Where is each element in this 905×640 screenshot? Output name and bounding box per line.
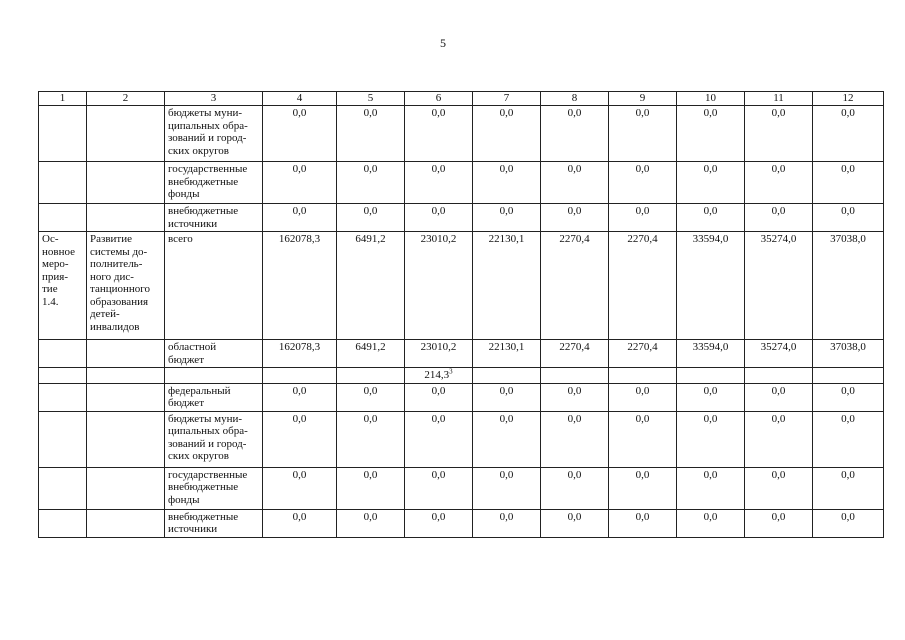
value-cell: [405, 411, 473, 467]
value-text: 0,0: [292, 412, 307, 425]
value-cell: [405, 368, 473, 384]
column-header: 7: [473, 92, 541, 106]
value-cell: [263, 106, 337, 162]
value-text: 37038,0: [830, 233, 866, 245]
value-text: 0,0: [567, 468, 582, 481]
value-text: 0,0: [499, 205, 514, 217]
value-cell: [541, 162, 609, 204]
value-cell: [263, 204, 337, 232]
funding-source-cell: внебюджетные источники: [165, 204, 263, 232]
value-cell: [337, 383, 405, 411]
value-cell: [813, 204, 884, 232]
value-text: 0,0: [771, 163, 786, 175]
value-text: 23010,2: [420, 233, 457, 245]
funding-source-cell: бюджеты муни- ципальных обра- зований и город- ских округов: [165, 411, 263, 467]
table-row: [39, 368, 884, 384]
value-text: 2270,4: [627, 341, 658, 353]
value-text: 0,0: [771, 412, 786, 425]
table-row: [39, 411, 884, 467]
value-cell: [541, 411, 609, 467]
measure-name-cell: [87, 383, 165, 411]
value-cell: [405, 204, 473, 232]
value-text: 0,0: [292, 468, 307, 481]
measure-number-cell: [39, 467, 87, 509]
column-header: 2: [87, 92, 165, 106]
value-text: 0,0: [567, 510, 582, 523]
value-cell: [337, 340, 405, 368]
value-text: 214,3: [424, 369, 450, 381]
value-cell: [609, 232, 677, 340]
value-text: 0,0: [567, 205, 582, 217]
value-text: 0,0: [292, 205, 307, 217]
value-cell: [609, 204, 677, 232]
value-cell: [813, 368, 884, 384]
value-cell: [813, 467, 884, 509]
value-cell: [677, 509, 745, 537]
value-cell: [263, 467, 337, 509]
value-text: 23010,2: [420, 341, 457, 353]
value-text: 0,0: [635, 107, 650, 119]
value-text: 2270,4: [627, 233, 658, 245]
value-text: 2270,4: [559, 341, 590, 353]
value-cell: [473, 467, 541, 509]
value-cell: [405, 162, 473, 204]
measure-number-cell: [39, 368, 87, 384]
measure-name-cell: [87, 411, 165, 467]
value-cell: [745, 106, 813, 162]
value-cell: [813, 411, 884, 467]
value-cell: [813, 162, 884, 204]
value-text: 0,0: [431, 107, 446, 119]
value-cell: [745, 383, 813, 411]
value-text: 0,0: [431, 412, 446, 425]
table-row: [39, 106, 884, 162]
value-text: 35274,0: [760, 233, 797, 245]
value-text: 0,0: [499, 107, 514, 119]
value-cell: [677, 467, 745, 509]
value-cell: [473, 368, 541, 384]
value-cell: [813, 232, 884, 340]
value-cell: [541, 204, 609, 232]
value-text: 0,0: [431, 163, 446, 175]
column-header: 8: [541, 92, 609, 106]
value-cell: [745, 368, 813, 384]
value-text: 0,0: [431, 510, 446, 523]
value-cell: [337, 162, 405, 204]
measure-number-cell: [39, 411, 87, 467]
value-text: 0,0: [567, 107, 582, 119]
value-text: 37038,0: [830, 341, 866, 353]
page-number: 5: [440, 36, 446, 50]
value-cell: [473, 106, 541, 162]
value-text: 0,0: [499, 510, 514, 523]
value-cell: [813, 340, 884, 368]
value-text: 0,0: [431, 468, 446, 481]
value-text: 0,0: [841, 384, 855, 397]
value-text: 0,0: [841, 205, 855, 217]
funding-source-cell: федеральный бюджет: [165, 383, 263, 411]
value-text: 0,0: [635, 205, 650, 217]
value-text: 22130,1: [488, 233, 525, 245]
table-row: [39, 467, 884, 509]
column-header: 10: [677, 92, 745, 106]
measure-number-cell: [39, 340, 87, 368]
value-text: 33594,0: [692, 233, 729, 245]
value-cell: [263, 232, 337, 340]
value-text: 22130,1: [488, 341, 525, 353]
measure-number-cell: [39, 162, 87, 204]
value-text: 0,0: [841, 510, 855, 523]
value-text: 0,0: [499, 468, 514, 481]
value-cell: [337, 232, 405, 340]
value-cell: [813, 509, 884, 537]
value-cell: [609, 411, 677, 467]
value-text: 0,0: [292, 163, 307, 175]
value-text: 0,0: [703, 468, 718, 481]
value-cell: [405, 106, 473, 162]
value-cell: [609, 106, 677, 162]
value-text: 0,0: [363, 468, 378, 481]
value-text: 0,0: [635, 384, 650, 397]
value-text: 0,0: [703, 384, 718, 397]
value-cell: [745, 162, 813, 204]
budget-table: [38, 91, 884, 538]
measure-name-cell: [87, 204, 165, 232]
value-text: 162078,3: [278, 233, 321, 245]
value-cell: [813, 106, 884, 162]
value-text: 0,0: [567, 412, 582, 425]
value-cell: [541, 509, 609, 537]
table-row: [39, 383, 884, 411]
value-text: 0,0: [292, 107, 307, 119]
value-cell: [405, 467, 473, 509]
value-text: 6491,2: [355, 341, 386, 353]
header-row: [39, 92, 884, 106]
value-cell: [337, 509, 405, 537]
value-cell: [263, 509, 337, 537]
value-cell: [677, 232, 745, 340]
value-text: 0,0: [703, 163, 718, 175]
value-text: 0,0: [771, 205, 786, 217]
value-text: 0,0: [841, 163, 855, 175]
value-cell: [541, 383, 609, 411]
value-cell: [263, 411, 337, 467]
value-cell: [337, 106, 405, 162]
value-cell: [405, 383, 473, 411]
value-cell: [263, 383, 337, 411]
value-text: 0,0: [841, 107, 855, 119]
value-cell: [473, 232, 541, 340]
value-cell: [609, 509, 677, 537]
measure-name-cell: [87, 467, 165, 509]
value-cell: [473, 509, 541, 537]
value-cell: [263, 340, 337, 368]
measure-number-cell: [39, 106, 87, 162]
funding-source-cell: государственные внебюджетные фонды: [165, 162, 263, 204]
value-text: 0,0: [703, 510, 718, 523]
value-text: 0,0: [363, 384, 378, 397]
value-text: 0,0: [635, 468, 650, 481]
value-cell: [337, 204, 405, 232]
value-text: 2270,4: [559, 233, 590, 245]
value-cell: [337, 368, 405, 384]
measure-name-cell: [87, 106, 165, 162]
column-header: 6: [405, 92, 473, 106]
value-text: 35274,0: [760, 341, 797, 353]
value-cell: [813, 383, 884, 411]
value-cell: [541, 232, 609, 340]
value-text: 0,0: [499, 384, 514, 397]
value-text: 0,0: [703, 107, 718, 119]
table-row: [39, 232, 884, 340]
measure-name-cell: [87, 340, 165, 368]
value-cell: [405, 340, 473, 368]
value-cell: [541, 340, 609, 368]
value-text: 0,0: [363, 163, 378, 175]
value-text: 0,0: [431, 205, 446, 217]
value-cell: [677, 106, 745, 162]
value-cell: [473, 340, 541, 368]
value-cell: [337, 467, 405, 509]
measure-number-cell: [39, 204, 87, 232]
value-cell: [677, 162, 745, 204]
value-text: 0,0: [635, 412, 650, 425]
value-cell: [263, 162, 337, 204]
footnote-marker: 3: [449, 367, 453, 376]
value-cell: [677, 340, 745, 368]
value-text: 0,0: [431, 384, 446, 397]
value-cell: [745, 204, 813, 232]
table-row: [39, 204, 884, 232]
value-cell: [677, 411, 745, 467]
value-text: 162078,3: [278, 341, 321, 353]
value-text: 0,0: [771, 510, 786, 523]
value-text: 0,0: [499, 163, 514, 175]
value-text: 0,0: [363, 510, 378, 523]
funding-source-cell: государственные внебюджетные фонды: [165, 467, 263, 509]
value-cell: [677, 204, 745, 232]
funding-source-cell: бюджеты муни- ципальных обра- зований и город- ских округов: [165, 106, 263, 162]
funding-source-cell: внебюджетные источники: [165, 509, 263, 537]
value-text: 33594,0: [692, 341, 729, 353]
table-row: [39, 162, 884, 204]
value-cell: [609, 162, 677, 204]
value-text: 0,0: [363, 107, 378, 119]
value-cell: [405, 232, 473, 340]
value-cell: [745, 467, 813, 509]
value-cell: [609, 383, 677, 411]
table-row: [39, 509, 884, 537]
value-text: 0,0: [635, 163, 650, 175]
value-cell: [541, 467, 609, 509]
value-cell: [745, 411, 813, 467]
measure-number-cell: [39, 509, 87, 537]
column-header: 12: [813, 92, 884, 106]
value-text: 0,0: [703, 412, 718, 425]
measure-name-cell: [87, 162, 165, 204]
column-header: 5: [337, 92, 405, 106]
value-text: 0,0: [567, 163, 582, 175]
value-cell: [541, 368, 609, 384]
value-cell: [609, 368, 677, 384]
funding-source-cell: [165, 368, 263, 384]
value-cell: [745, 340, 813, 368]
value-cell: [473, 411, 541, 467]
value-text: 0,0: [841, 468, 855, 481]
value-cell: [541, 106, 609, 162]
value-cell: [337, 411, 405, 467]
funding-source-cell: всего: [165, 232, 263, 340]
column-header: 9: [609, 92, 677, 106]
measure-name-cell: Развитие системы до- полнитель- ного дис- танционного образования детей- инвалидов: [87, 232, 165, 340]
value-text: 0,0: [567, 384, 582, 397]
measure-number-cell: [39, 383, 87, 411]
value-text: 0,0: [363, 412, 378, 425]
value-text: 0,0: [292, 384, 307, 397]
table-row: [39, 340, 884, 368]
value-text: 0,0: [771, 468, 786, 481]
value-cell: [263, 368, 337, 384]
funding-source-cell: областной бюджет: [165, 340, 263, 368]
value-cell: [473, 204, 541, 232]
value-text: 6491,2: [355, 233, 386, 245]
value-text: 0,0: [635, 510, 650, 523]
value-cell: [473, 383, 541, 411]
column-header: 3: [165, 92, 263, 106]
value-cell: [473, 162, 541, 204]
value-cell: [677, 368, 745, 384]
value-text: 0,0: [771, 107, 786, 119]
value-text: 0,0: [703, 205, 718, 217]
measure-number-cell: Ос- новное меро- прия- тие 1.4.: [39, 232, 87, 340]
value-cell: [745, 232, 813, 340]
column-header: 4: [263, 92, 337, 106]
measure-name-cell: [87, 368, 165, 384]
value-cell: [609, 467, 677, 509]
value-cell: [745, 509, 813, 537]
value-cell: [677, 383, 745, 411]
value-cell: [609, 340, 677, 368]
value-cell: [405, 509, 473, 537]
value-text: 0,0: [363, 205, 378, 217]
value-text: 0,0: [292, 510, 307, 523]
measure-name-cell: [87, 509, 165, 537]
column-header: 1: [39, 92, 87, 106]
value-text: 0,0: [841, 412, 855, 425]
value-text: 0,0: [499, 412, 514, 425]
value-text: 0,0: [771, 384, 786, 397]
column-header: 11: [745, 92, 813, 106]
